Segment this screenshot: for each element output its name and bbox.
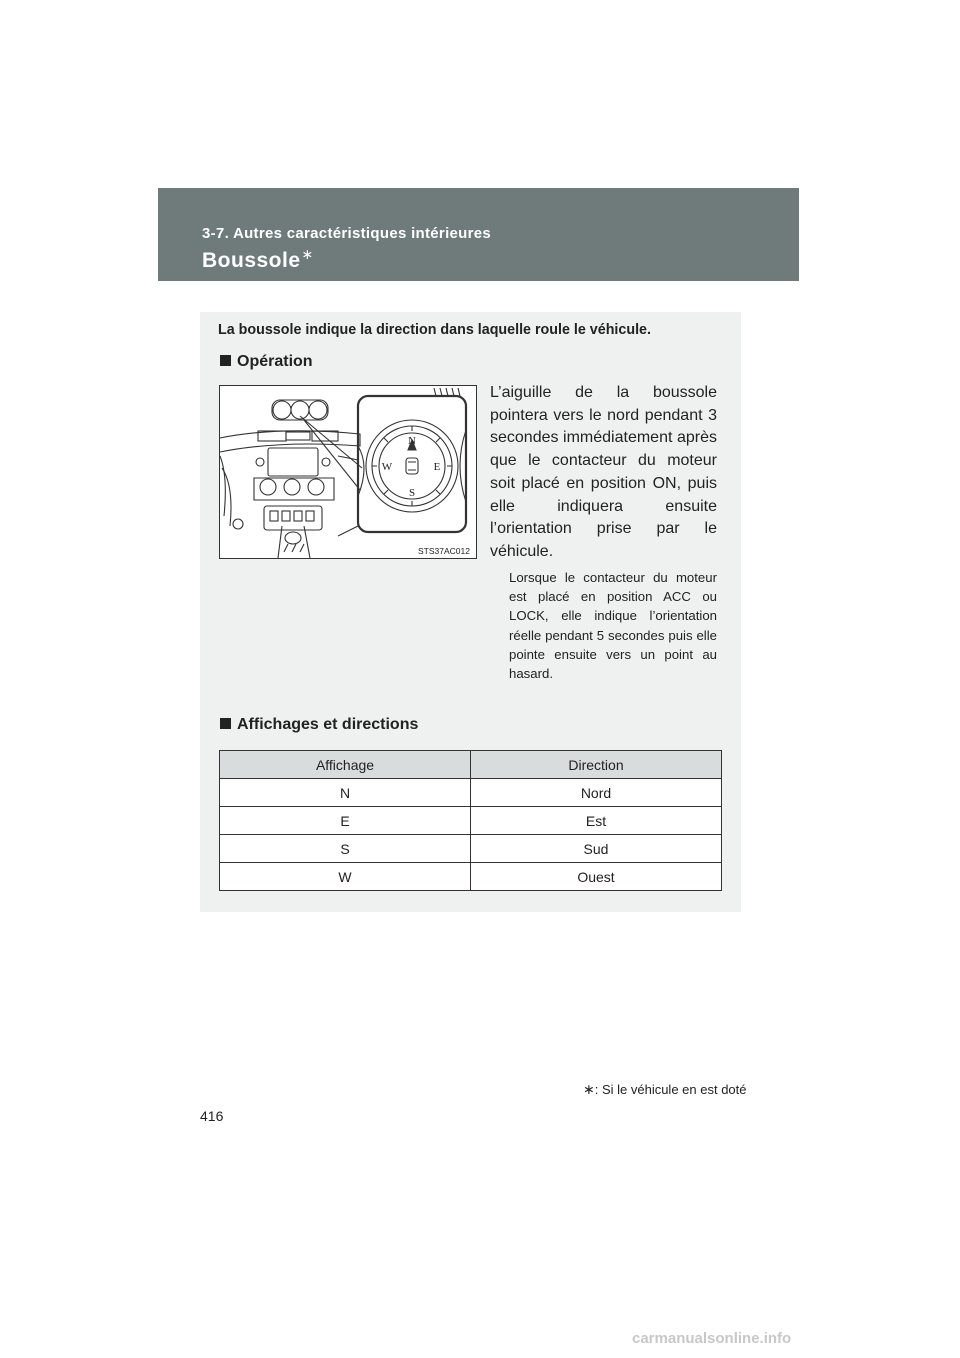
compass-letter-s: S [408, 487, 416, 499]
direction-cell: Ouest [471, 863, 722, 891]
compass-letter-n: N [408, 435, 416, 447]
watermark-link[interactable]: carmanualsonline.info [632, 1330, 792, 1347]
display-cell: W [220, 863, 471, 891]
table-row [220, 835, 722, 863]
table-row [220, 779, 722, 807]
figure-code: STS37AC012 [418, 546, 470, 556]
column-header-direction: Direction [471, 751, 722, 779]
compass-letter-w: W [381, 461, 393, 473]
square-bullet-icon [220, 355, 231, 366]
direction-cell: Est [471, 807, 722, 835]
direction-cell: Sud [471, 835, 722, 863]
section-label: 3-7. Autres caractéristiques intérieures [202, 225, 492, 242]
displays-heading-text: Affichages et directions [237, 716, 419, 733]
operation-heading [220, 353, 313, 371]
intro-text: La boussole indique la direction dans laquelle roule le véhicule. [218, 322, 651, 338]
footnote [583, 1081, 747, 1098]
directions-table [219, 750, 722, 891]
display-cell: N [220, 779, 471, 807]
table-row [220, 863, 722, 891]
display-cell: E [220, 807, 471, 835]
compass-illustration [219, 385, 477, 559]
page-title-text: Boussole [202, 249, 301, 272]
square-bullet-icon [220, 718, 231, 729]
table-row [220, 807, 722, 835]
compass-letter-e: E [433, 461, 441, 473]
direction-cell: Nord [471, 779, 722, 807]
column-header-affichage: Affichage [220, 751, 471, 779]
footnote-mark: ∗ [583, 1081, 595, 1097]
display-cell: S [220, 835, 471, 863]
operation-main-text: L’aiguille de la boussole pointera vers le nord pendant 3 secondes immédiatement après que le contacteur du moteur soit placé en position ON, puis elle indiquera ensuite l’orientation prise par le véhicule. [490, 384, 717, 560]
content-box [200, 312, 741, 912]
operation-heading-text: Opération [237, 353, 313, 370]
displays-heading [220, 716, 418, 734]
footnote-text: : Si le véhicule en est doté [594, 1082, 747, 1097]
optional-equipment-mark: ∗ [301, 246, 314, 262]
chapter-header [158, 188, 799, 281]
operation-note-text: Lorsque le contacteur du moteur est placé en position ACC ou LOCK, elle indique l’orientation réelle pendant 5 secondes puis elle pointe ensuite vers un point au hasard. [509, 570, 717, 682]
table-header-row [220, 751, 722, 779]
page-title [202, 246, 314, 273]
dashboard-compass-drawing [220, 386, 476, 558]
page-number: 416 [200, 1108, 224, 1124]
